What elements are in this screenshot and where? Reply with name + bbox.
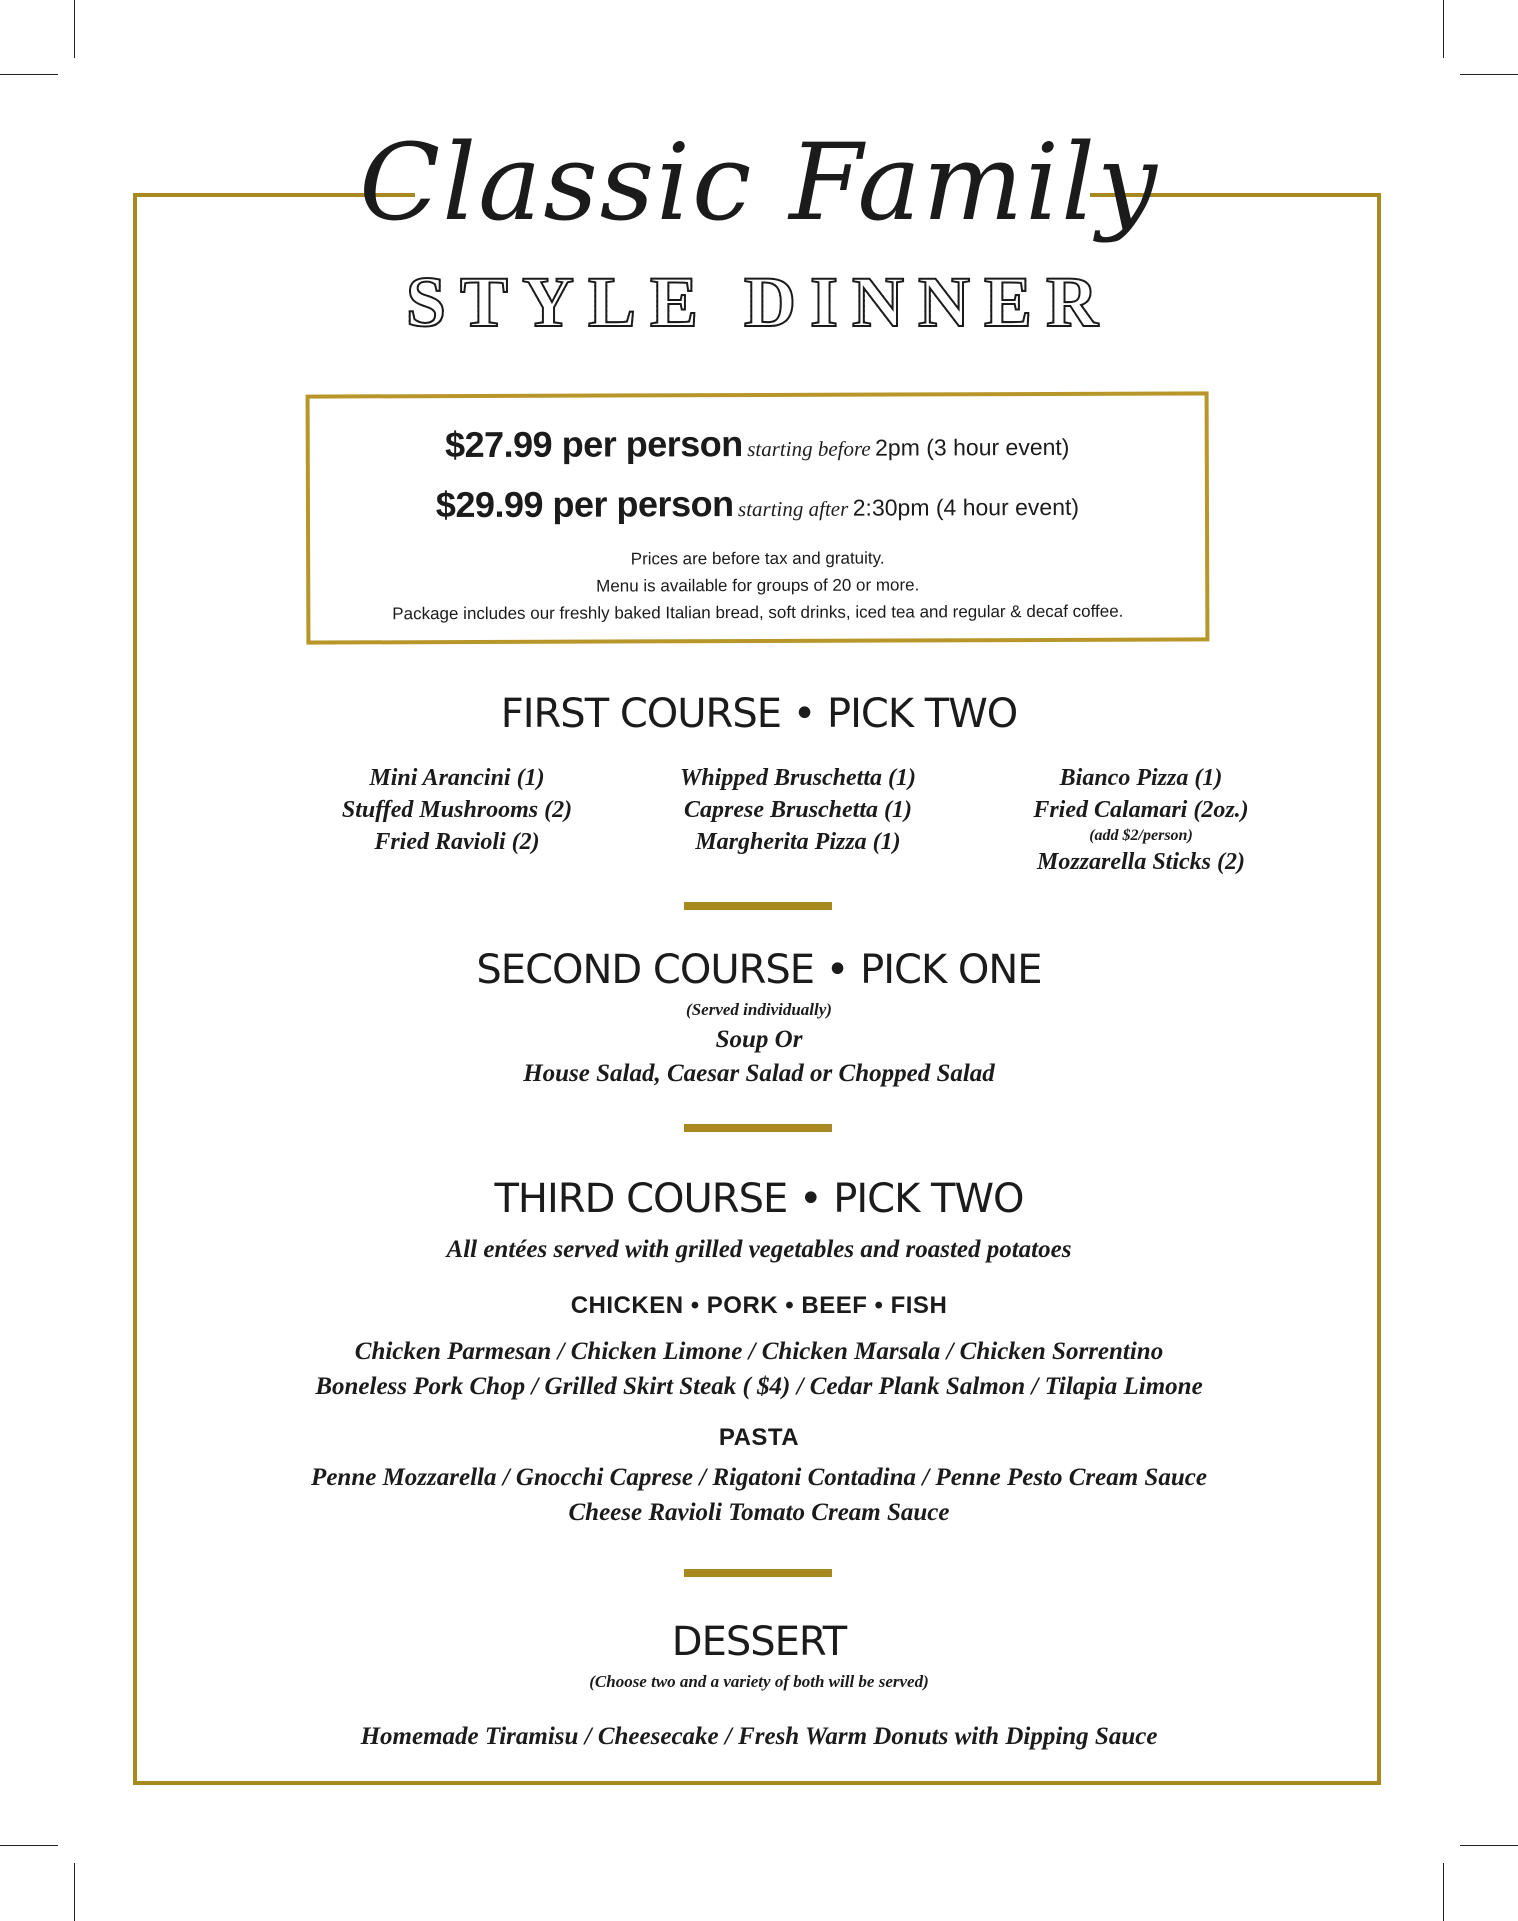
crop-mark (0, 1845, 58, 1846)
menu-item: Stuffed Mushrooms (2) (341, 797, 573, 823)
price-time: 2:30pm (4 hour event) (852, 493, 1080, 521)
crop-mark (74, 0, 75, 58)
divider-bar (684, 1124, 832, 1132)
second-course-line: Soup Or (715, 1026, 803, 1053)
price-time: 2pm (3 hour event) (875, 433, 1070, 461)
third-course-heading: THIRD COURSE • PICK TWO (494, 1176, 1024, 1222)
dessert-heading: DESSERT (671, 1619, 847, 1665)
dessert-note: (Choose two and a variety of both will be served) (589, 1672, 929, 1691)
divider-bar (684, 1569, 832, 1577)
second-course-line: House Salad, Caesar Salad or Chopped Salad (523, 1060, 995, 1087)
price-note: Menu is available for groups of 20 or more. (596, 575, 920, 596)
meats-heading: CHICKEN • PORK • BEEF • FISH (570, 1292, 948, 1319)
crop-mark (1443, 1863, 1444, 1921)
second-course-heading: SECOND COURSE • PICK ONE (476, 947, 1042, 993)
menu-item: Mozzarella Sticks (2) (1036, 849, 1245, 875)
first-course-col-1 (267, 762, 647, 858)
dessert-items: Homemade Tiramisu / Cheesecake / Fresh Warm Donuts with Dipping Sauce (360, 1723, 1158, 1750)
crop-mark (1460, 74, 1518, 75)
third-course-subtitle: All entées served with grilled vegetables and roasted potatoes (446, 1236, 1072, 1263)
title-block: STYLE DINNER (0, 262, 1518, 342)
pasta-line: Penne Mozzarella / Gnocchi Caprese / Rigatoni Contadina / Penne Pesto Cream Sauce (311, 1464, 1207, 1491)
menu-item: Margherita Pizza (1) (695, 829, 901, 855)
menu-item: Mini Arancini (1) (369, 765, 545, 791)
price-note: Package includes our freshly baked Italian bread, soft drinks, iced tea and regular & decaf coffee. (392, 601, 1124, 624)
menu-item-note: (add $2/person) (1089, 827, 1193, 844)
first-course-col-3 (951, 762, 1331, 878)
meats-line: Chicken Parmesan / Chicken Limone / Chicken Marsala / Chicken Sorrentino (354, 1338, 1164, 1365)
crop-mark (1460, 1845, 1518, 1846)
price-amount: $27.99 per person (444, 423, 743, 466)
menu-item: Fried Ravioli (2) (374, 829, 540, 855)
menu-item: Fried Calamari (2oz.) (1033, 797, 1249, 823)
crop-mark (74, 1863, 75, 1921)
first-course-col-2 (608, 762, 988, 858)
second-course-note: (Served individually) (686, 1000, 832, 1019)
divider-bar (684, 902, 832, 910)
price-line (310, 421, 1205, 466)
price-note: Prices are before tax and gratuity. (630, 548, 885, 569)
price-box (306, 391, 1210, 644)
menu-item: Whipped Bruschetta (1) (679, 765, 916, 791)
first-course-heading: FIRST COURSE • PICK TWO (500, 691, 1018, 737)
title-script: Classic Family (359, 121, 1159, 244)
price-amount: $29.99 per person (435, 483, 734, 526)
price-notes (310, 543, 1205, 627)
menu-item: Bianco Pizza (1) (1059, 765, 1223, 791)
pasta-line: Cheese Ravioli Tomato Cream Sauce (568, 1499, 950, 1526)
menu-item: Caprese Bruschetta (1) (684, 797, 912, 823)
price-line (310, 481, 1205, 526)
crop-mark (0, 74, 58, 75)
meats-line: Boneless Pork Chop / Grilled Skirt Steak ( $4) / Cedar Plank Salmon / Tilapia Limone (315, 1373, 1203, 1400)
crop-mark (1443, 0, 1444, 58)
price-when: starting before (747, 436, 871, 462)
pasta-heading: PASTA (718, 1424, 800, 1451)
price-when: starting after (737, 496, 849, 522)
